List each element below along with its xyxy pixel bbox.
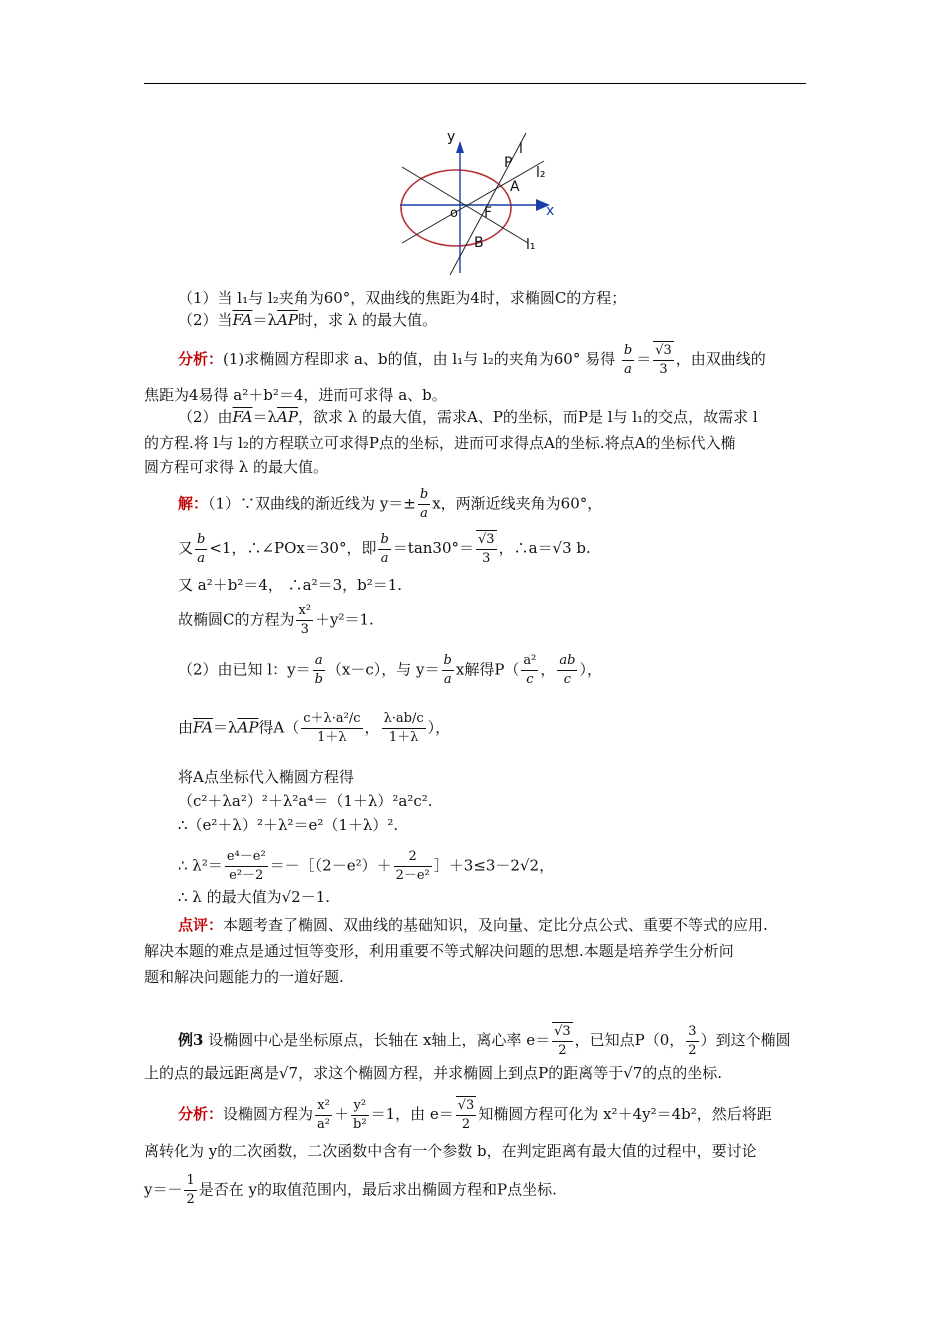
solution-line-6: 由$\overline{FA}=\lambda\overline{AP}$得A（ $\frac{\text{c＋λ·a²/c}}{1+\lambda}$ ， $\frac{\lambda\cdot ab/c}{1+\lambda}$ ）， [178,711,451,745]
label-B: B [474,235,484,251]
label-y: y [447,129,456,145]
label-F: F [484,205,493,221]
analysis-line-2: 焦距为4易得 a²＋b²＝4，进而可求得 a、b。 [144,386,447,404]
label-l1: l₁ [526,237,536,253]
label-A: A [510,179,520,195]
analysis-line-5: 圆方程可求得 λ 的最大值。 [144,458,329,476]
analysis-line-4: 的方程.将 l与 l₂的方程联立可求得P点的坐标，进而可求得点A的坐标.将点A的坐标代入椭 [144,434,736,452]
line-l2 [402,161,544,243]
solution-line-9: ∴（e²＋λ）²＋λ²＝e²（1＋λ）². [178,816,399,834]
analysis-2-line-3: y＝－ $\frac{1}{2}$ 是否在 y的取值范围内，最后求出椭圆方程和P点坐标. [144,1173,557,1207]
label-P: P [504,155,513,171]
analysis-2-line-1: 分析：设椭圆方程为 $\frac{\text{x²}}{\text{a²}}$ ＋ $\frac{\text{y²}}{\text{b²}}$ ＝1，由 e＝ $\frac{√3}{2}$ 知椭圆方程可化为 x²＋4y²＝4b²，然后将距 [178,1097,772,1132]
label-l2: l₂ [536,165,546,181]
analysis-line-3: （2）由$\overline{FA}=\lambda\overline{AP}$，欲求 λ 的最大值，需求A、P的坐标，而P是 l与 l₁的交点，故需求 l [178,408,758,426]
analysis-2-line-2: 离转化为 y的二次函数，二次函数中含有一个参数 b，在判定距离有最大值的过程中，要讨论 [144,1142,757,1160]
analysis-line-1: 分析：(1)求椭圆方程即求 a、b的值，由 l₁与 l₂的夹角为60° 易得 $\frac{b}{a}$ ＝ $\frac{√3}{3}$ ，由双曲线的 [178,342,766,377]
solution-line-5: （2）由已知 l：y＝ $\frac{a}{b}$ （x－c），与 y＝ $\frac{b}{a}$ x解得P（ $\frac{\text{a²}}{c}$ ， $\frac{ab}{c}$ ）， [178,653,602,687]
solution-line-7: 将A点坐标代入椭圆方程得 [178,768,354,786]
solution-line-1: 解：（1）∵双曲线的渐近线为 y＝± $\frac{b}{a}$ x，两渐近线夹角为60°， [178,487,603,521]
label-l: l [519,141,523,157]
comment-line-2: 解决本题的难点是通过恒等变形，利用重要不等式解决问题的思想.本题是培养学生分析问 [144,942,734,960]
ellipse-figure [398,125,568,275]
line-l [450,133,526,275]
y-axis-arrow [456,141,464,153]
solution-line-2: 又 $\frac{b}{a}$ <1，∴∠POx＝30°，即 $\frac{b}{a}$ ＝tan30°＝ $\frac{√3}{3}$ ，∴a＝√3 b. [178,531,591,566]
question-2: （2）当$\overline{FA}=\lambda\overline{AP}$时，求 λ 的最大值。 [178,311,437,329]
example-3-line-1: 例3 设椭圆中心是坐标原点，长轴在 x轴上，离心率 e＝ $\frac{√3}{2}$ ，已知点P（0， $\frac{3}{2}$ ）到这个椭圆 [178,1023,791,1058]
solution-line-4: 故椭圆C的方程为 $\frac{\text{x²}}{3}$ ＋y²＝1. [178,603,374,637]
comment-line-1: 点评：本题考查了椭圆、双曲线的基础知识，及向量、定比分点公式、重要不等式的应用. [178,916,768,934]
label-x: x [546,203,555,219]
comment-line-3: 题和解决问题能力的一道好题. [144,968,344,986]
example-3-line-2: 上的点的最远距离是√7，求这个椭圆方程，并求椭圆上到点P的距离等于√7的点的坐标. [144,1064,723,1082]
solution-line-11: ∴ λ 的最大值为√2－1. [178,888,331,906]
label-o: o [450,206,458,221]
solution-line-10: ∴ λ²＝ $\frac{\text{e⁴－e²}}{\text{e²－2}}$ ＝－［（2－e²）＋ $\frac{2}{\text{2－e²}}$ ］＋3≤3－2√2， [178,849,555,883]
solution-line-3: 又 a²＋b²＝4， ∴a²＝3，b²＝1. [178,576,403,594]
solution-line-8: （c²＋λa²）²＋λ²a⁴＝（1＋λ）²a²c². [178,792,433,810]
question-1: （1）当 l₁与 l₂夹角为60°，双曲线的焦距为4时，求椭圆C的方程； [178,289,627,307]
top-rule [144,83,806,84]
